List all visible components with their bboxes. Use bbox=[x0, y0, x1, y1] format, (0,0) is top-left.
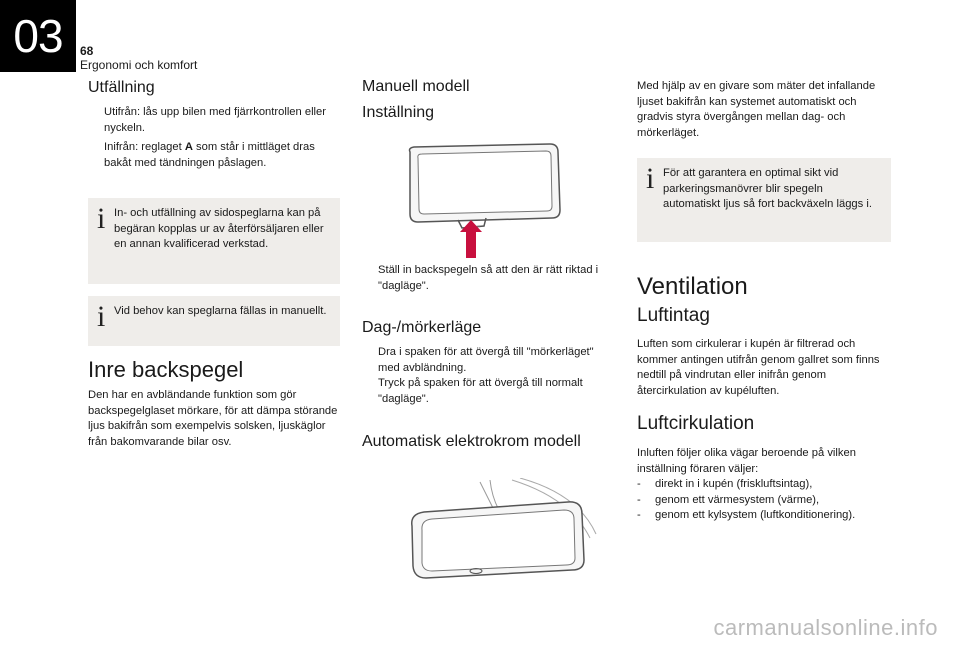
bullet-dra bbox=[362, 345, 614, 376]
list-item: - genom ett kylsystem (luftkonditionering). bbox=[637, 509, 856, 521]
inre-backspegel-text: Den har en avbländande funktion som gör backspegelglaset mörkare, för att dämpa störande ljus bakifrån som exempelvis solsken, ljuskäglor från bakomvarande bilar osv. bbox=[88, 389, 338, 448]
ventilation-title: Ventilation bbox=[637, 273, 748, 300]
luftcirkulation-text: Inluften följer olika vägar beroende på vilken inställning föraren väljer: bbox=[637, 447, 856, 475]
chapter-tab: 03 bbox=[0, 0, 76, 72]
bullet-stall bbox=[362, 263, 614, 294]
bullet-icon bbox=[362, 345, 378, 376]
installning-title: Inställning bbox=[362, 104, 435, 121]
info-icon: i bbox=[97, 300, 106, 333]
list-item: - direkt in i kupén (friskluftsintag), bbox=[637, 478, 813, 490]
bullet-utifran-text: Utifrån: lås upp bilen med fjärrkontrollen eller nyckeln. bbox=[104, 106, 326, 134]
bullet-icon bbox=[362, 263, 378, 294]
watermark: carmanualsonline.info bbox=[713, 615, 938, 640]
luftcirkulation-title: Luftcirkulation bbox=[637, 413, 755, 434]
dag-morkerlage-title: Dag-/mörkerläge bbox=[362, 319, 482, 336]
info-box-utfallning bbox=[88, 198, 340, 284]
info-text: Vid behov kan speglarna fällas in manuellt. bbox=[114, 305, 327, 317]
bullet-inifran bbox=[88, 140, 338, 171]
info-text: In- och utfällning av sidospeglarna kan på begäran kopplas ur av återförsäljaren eller en annan kvalificerad verkstad. bbox=[114, 207, 324, 250]
info-box-backvaxel bbox=[637, 158, 891, 242]
bullet-dra-text: Dra i spaken för att övergå till "mörkerläget" med avbländning. bbox=[378, 346, 594, 374]
inre-backspegel-title: Inre backspegel bbox=[88, 357, 244, 382]
bullet-tryck-text: Tryck på spaken för att övergå till normalt "dagläge". bbox=[378, 377, 583, 405]
manuell-modell-title: Manuell modell bbox=[362, 78, 470, 95]
page-number: 68 bbox=[80, 44, 94, 58]
bullet-icon bbox=[88, 140, 104, 171]
info-icon: i bbox=[97, 202, 106, 235]
luftcirkulation-list bbox=[637, 477, 891, 524]
bullet-icon bbox=[362, 376, 378, 407]
luftintag-text: Luften som cirkulerar i kupén är filtrerad och kommer antingen utifrån genom gallret som finns nedtill på vindrutan eller inifrån genom återcirkulation av kupéluften. bbox=[637, 338, 880, 397]
automatisk-modell-title: Automatisk elektrokrom modell bbox=[362, 433, 581, 450]
section-name: Ergonomi och komfort bbox=[80, 58, 198, 72]
bullet-icon bbox=[88, 105, 104, 136]
bullet-tryck bbox=[362, 376, 614, 407]
info-box-manuellt bbox=[88, 296, 340, 346]
electrochromic-intro-text: Med hjälp av en givare som mäter det infallande ljuset bakifrån kan systemet automatiskt och gradvis styra övergången mellan dag- och mörkerläget. bbox=[637, 80, 876, 139]
utfallning-title: Utfällning bbox=[88, 79, 155, 96]
list-item: - genom ett värmesystem (värme), bbox=[637, 493, 820, 506]
info-text: För att garantera en optimal sikt vid parkeringsmanövrer blir spegeln automatiskt ljus så fort backväxeln läggs i. bbox=[663, 167, 872, 210]
info-icon: i bbox=[646, 162, 655, 195]
bullet-inifran-text: Inifrån: reglaget A som står i mittläget dras bakåt med tändningen påslagen. bbox=[104, 141, 315, 169]
manual-mirror-illustration bbox=[400, 140, 568, 260]
electrochromic-mirror-illustration bbox=[400, 478, 612, 590]
luftintag-title: Luftintag bbox=[637, 305, 710, 326]
bullet-utifran bbox=[88, 105, 338, 136]
bullet-stall-text: Ställ in backspegeln så att den är rätt riktad i "dagläge". bbox=[378, 264, 599, 292]
